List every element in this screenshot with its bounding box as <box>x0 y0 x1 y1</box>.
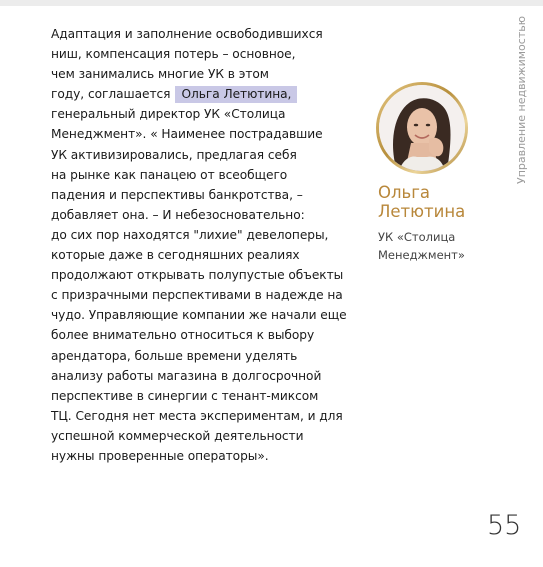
article-line: продолжают открывать полупустые объекты <box>51 268 344 283</box>
top-bar <box>0 0 543 6</box>
article-line: нужны проверенные операторы». <box>51 448 269 463</box>
article-line: до сих пор находятся "лихие" девелоперы, <box>51 227 329 242</box>
article-line: успешной коммерческой деятельности <box>51 428 304 443</box>
article-line: на рынке как панацею от всеобщего <box>51 167 288 182</box>
person-first-name: Ольга <box>378 183 431 202</box>
article-line: Менеджмент». « Наименее пострадавшие <box>51 127 323 142</box>
article-line: с призрачными перспективами в надежде на <box>51 288 343 303</box>
person-role-line: УК «Столица <box>378 230 456 244</box>
article-line-text: годy, соглашается <box>51 87 171 102</box>
article-line: которые даже в сегодняшних реалиях <box>51 248 300 263</box>
person-last-name: Летютина <box>378 202 466 221</box>
article-line: анализу работы магазина в долгосрочной <box>51 368 322 383</box>
article-line: чудо. Управляющие компании же начали еще <box>51 308 347 323</box>
article-line: ниш, компенсация потерь – основное, <box>51 47 296 62</box>
article-line: добавляет она. – И небезосновательно: <box>51 207 305 222</box>
article-text <box>51 24 351 466</box>
article-line: генеральный директор УК «Столица <box>51 107 286 122</box>
section-label: Управление недвижимостью <box>515 16 528 184</box>
person-photo <box>376 82 468 174</box>
article-line: чем занимались многие УК в этом <box>51 67 269 82</box>
page-number: 55 <box>487 510 522 541</box>
portrait-image <box>379 85 465 171</box>
article-line: перспективе в синергии с тенант-миксом <box>51 388 319 403</box>
article-line: более внимательно относиться к выбору <box>51 328 315 343</box>
article-line: арендатора, больше времени уделять <box>51 348 298 363</box>
highlighted-name: Ольга Летютина, <box>175 86 297 103</box>
article-line: ТЦ. Сегодня нет места экспериментам, и для <box>51 408 343 423</box>
article-line: УК активизировались, предлагая себя <box>51 147 297 162</box>
person-name <box>378 183 465 221</box>
person-role-line: Менеджмент» <box>378 248 465 262</box>
article-line: Адаптация и заполнение освободившихся <box>51 27 323 41</box>
article-line: падения и перспективы банкротства, – <box>51 187 303 202</box>
person-role <box>378 228 465 264</box>
article-line-with-highlight <box>51 84 351 104</box>
